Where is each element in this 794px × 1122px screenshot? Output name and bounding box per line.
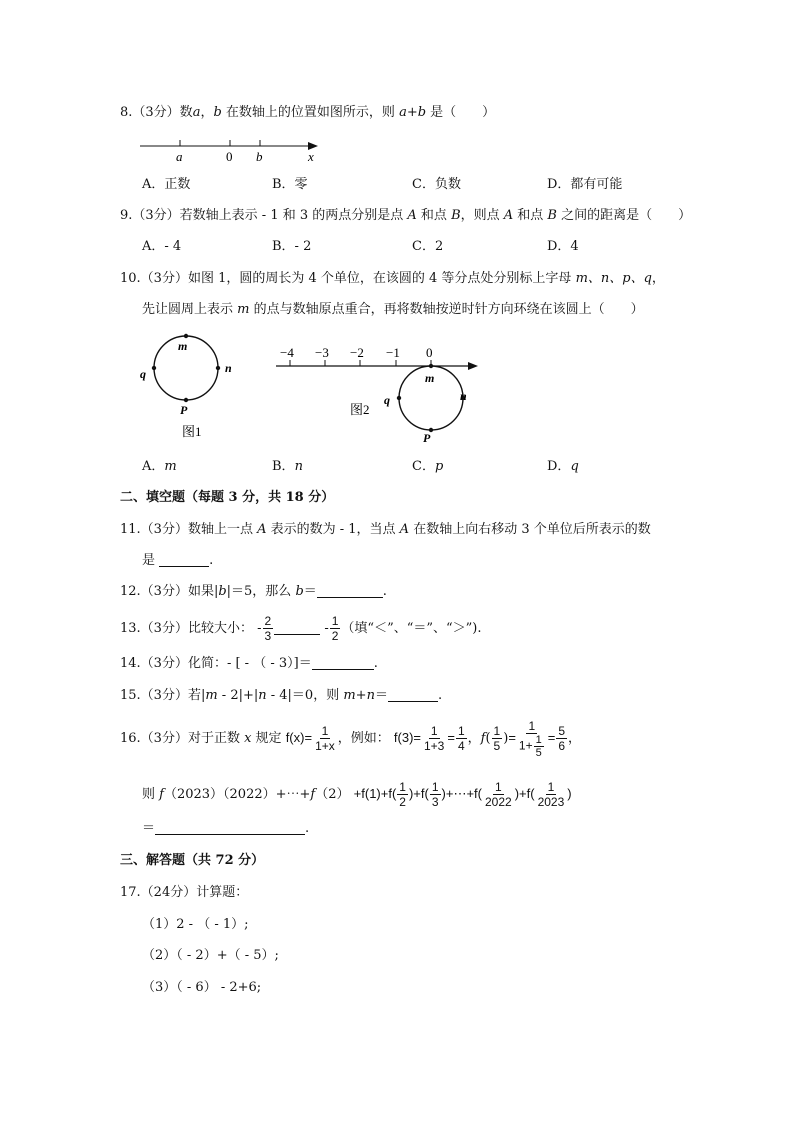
fig2-tick-minus4: −4	[280, 345, 294, 360]
q9-option-b[interactable]: B．- 2	[272, 239, 312, 254]
q8-number-line	[136, 136, 326, 166]
q17-item-3: （3）（ - 6） - 2+6;	[142, 980, 262, 995]
fig2-tick-minus3: −3	[315, 345, 329, 360]
q13-fraction-2-3: $\frac{2}{3}$	[264, 614, 272, 643]
axis-label-0: 0	[226, 149, 233, 164]
q8-option-c[interactable]: C．负数	[412, 177, 461, 192]
q16-ex2-result: $\frac{5}{6}$	[558, 724, 565, 753]
q13-stem: 13.（3分）比较大小： - $\frac{2}{3}$ - $\frac{1}{2}$ （填“＜”、“＝”、“＞”).	[120, 614, 482, 643]
axis-label-a: a	[176, 149, 183, 164]
q16-1-2023: $\frac{1}{2023}$	[537, 780, 565, 809]
q10-stem-line1: 10.（3分）如图 1，圆的周长为 4 个单位，在该圆的 4 等分点处分别标上字母 m、n、p、q，	[120, 271, 665, 286]
q12-answer-blank[interactable]	[317, 583, 383, 598]
q10-figure-2	[270, 344, 490, 448]
q13-fraction-1-2: $\frac{1}{2}$	[331, 614, 339, 643]
q15-stem: 15.（3分）若|m - 2|+|n - 4|＝0，则 m+n＝ .	[120, 688, 443, 703]
q17-item-1: （1）2 - （ - 1）;	[142, 917, 249, 932]
q11-stem-line2: 是 .	[142, 553, 214, 568]
q12-stem: 12.（3分）如果|b|＝5，那么 b＝ .	[120, 584, 387, 599]
q13-answer-blank[interactable]	[274, 620, 320, 635]
fig1-p: P	[180, 403, 188, 417]
q14-stem: 14.（3分）化简：- [ - （ - 3）]＝ .	[120, 656, 378, 671]
section-2-title: 二、填空题（每题 3 分，共 18 分）	[120, 490, 335, 505]
fig2-tick-minus1: −1	[386, 345, 400, 360]
q16-ex1-result: $\frac{1}{4}$	[457, 724, 465, 753]
q10-option-a[interactable]: A．m	[142, 459, 177, 474]
q14-answer-blank[interactable]	[312, 655, 374, 670]
q9-stem: 9.（3分）若数轴上表示 - 1 和 3 的两点分别是点 A 和点 B，则点 A 和点 B 之间的距离是（ ）	[120, 208, 692, 223]
q15-answer-blank[interactable]	[388, 687, 438, 702]
fig2-tick-0: 0	[426, 345, 433, 360]
q16-ex1-fraction: $\frac{1}{1+3}$	[424, 724, 445, 753]
q8-stem: 8.（3分）数a，b 在数轴上的位置如图所示，则 a+b 是（ ）	[120, 105, 496, 120]
q16-def-fraction: $\frac{1}{1+x}$	[315, 724, 335, 753]
q10-option-b[interactable]: B．n	[272, 459, 303, 474]
q9-option-c[interactable]: C．2	[412, 239, 444, 254]
q16-stem-line1: 16.（3分）对于正数 x 规定 f(x)= $\frac{1}{1+x}$ ，例如： f(3)= $\frac{1}{1+3}$ = $\frac{1}{4}$ ，f( $\frac{1}{5}$ )= 1 1+ $\frac{1}{5}$ = $\frac{5}{6}$ ，	[120, 718, 582, 759]
q10-figure-1	[136, 332, 246, 442]
q16-ex2-arg: $\frac{1}{5}$	[493, 724, 501, 753]
q10-stem-line2: 先让圆周上表示 m 的点与数轴原点重合，再将数轴按逆时针方向环绕在该圆上（ ）	[142, 302, 644, 317]
q16-ex2-fraction: 1 1+ $\frac{1}{5}$	[518, 718, 542, 759]
q17-item-2: （2）（ - 2）+（ - 5）;	[142, 948, 279, 963]
q16-third: $\frac{1}{3}$	[431, 780, 439, 809]
fig2-caption: 图2	[350, 402, 370, 417]
q9-option-a[interactable]: A．- 4	[142, 239, 182, 254]
axis-label-b: b	[256, 149, 263, 164]
fig1-m: m	[178, 339, 188, 353]
q11-stem-line1: 11.（3分）数轴上一点 A 表示的数为 - 1，当点 A 在数轴上向右移动 3 个单位后所表示的数	[120, 522, 651, 537]
q16-stem-line2: 则 f（2023）（2022）+⋯+f（2） +f(1)+f( $\frac{1}{2}$ )+f( $\frac{1}{3}$ )+⋯+f( $\frac{1}{2022}$ )+f( $\frac{1}{2023}$ )	[142, 780, 572, 809]
fig2-p: P	[423, 431, 431, 445]
q17-title: 17.（24分）计算题：	[120, 885, 249, 900]
section-3-title: 三、解答题（共 72 分）	[120, 853, 265, 868]
q10-option-c[interactable]: C．p	[412, 459, 444, 474]
fig2-m: m	[425, 371, 435, 385]
q16-answer-blank[interactable]	[155, 820, 305, 835]
fig2-n: n	[460, 389, 467, 403]
q16-stem-line3: ＝ .	[142, 821, 310, 836]
q9-option-d[interactable]: D．4	[547, 239, 579, 254]
q16-1-2022: $\frac{1}{2022}$	[485, 780, 512, 809]
fig1-caption: 图1	[182, 424, 202, 439]
fig1-n: n	[225, 361, 232, 375]
q11-answer-blank[interactable]	[159, 552, 209, 567]
fig2-tick-minus2: −2	[350, 345, 364, 360]
fig2-q: q	[384, 393, 390, 407]
q16-half: $\frac{1}{2}$	[399, 780, 406, 809]
fig1-q: q	[140, 367, 146, 381]
axis-label-x: x	[308, 149, 314, 164]
q8-option-a[interactable]: A．正数	[142, 177, 191, 192]
q8-option-b[interactable]: B．零	[272, 177, 308, 192]
q8-option-d[interactable]: D．都有可能	[547, 177, 623, 192]
q10-option-d[interactable]: D．q	[547, 459, 579, 474]
